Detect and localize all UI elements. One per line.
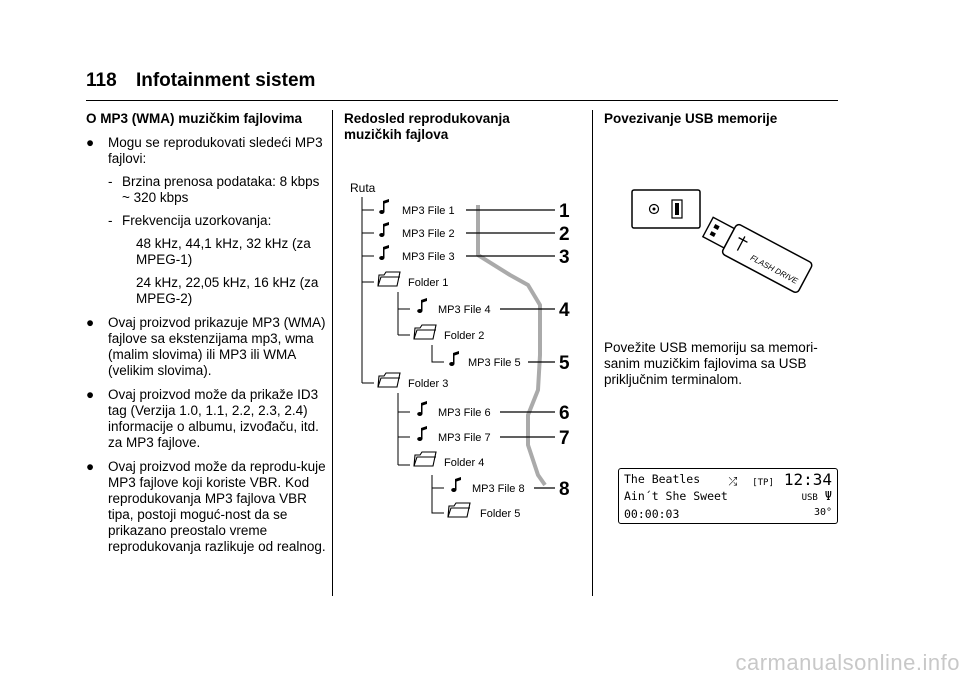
music-note-icon <box>379 222 389 237</box>
usb-section-heading: Povezivanje USB memorije <box>604 111 778 126</box>
column-divider <box>592 110 593 596</box>
outside-temperature: 30° <box>813 507 832 518</box>
tree-row-folder-4 <box>414 452 484 469</box>
display-row-song <box>624 489 832 503</box>
order-number: 7 <box>559 428 570 449</box>
sub-item <box>108 213 326 307</box>
order-number: 5 <box>559 353 570 374</box>
tree-row-folder-1 <box>378 272 448 289</box>
tree-row-folder-3 <box>378 373 448 390</box>
music-note-icon <box>379 199 389 214</box>
dash-mark: - <box>108 174 113 189</box>
order-number: 1 <box>559 201 570 222</box>
bullet-icon: ● <box>86 315 95 330</box>
order-number: 2 <box>559 224 570 245</box>
elapsed-time: 00:00:03 <box>624 507 680 521</box>
mp3-bullet-list <box>86 135 326 563</box>
usb-caption: Povežite USB memoriju sa memori-sanim muzičkim fajlovima sa USB priključnim terminalom. <box>604 340 818 387</box>
header-rule <box>86 100 838 101</box>
artist-name: The Beatles <box>624 472 701 486</box>
page-header <box>86 70 315 92</box>
usb-connection-illustration <box>628 182 828 302</box>
usb-source-label: USB <box>801 493 818 503</box>
clock: 12:34 <box>783 470 832 489</box>
tree-row-folder-5 <box>448 503 520 520</box>
tree-root-label: Ruta <box>350 181 376 195</box>
music-note-icon <box>451 477 461 492</box>
sub-item-text: Frekvencija uzorkovanja: <box>122 213 272 228</box>
bullet-text: Mogu se reprodukovati sledeći MP3 fajlovi: <box>108 135 323 166</box>
folder-icon <box>414 325 436 339</box>
order-number: 6 <box>559 403 570 424</box>
tree-row-file-3 <box>379 245 454 263</box>
tree-item-label: MP3 File 2 <box>402 228 455 240</box>
music-note-icon <box>379 245 389 260</box>
sub-item <box>108 174 326 206</box>
tp-indicator: [TP] <box>752 478 774 488</box>
usb-port-panel <box>632 190 700 228</box>
tree-item-label: MP3 File 8 <box>472 483 525 495</box>
file-tree-diagram <box>340 175 580 525</box>
bullet-icon: ● <box>86 387 95 402</box>
tree-row-file-1 <box>379 199 454 217</box>
music-note-icon <box>417 426 427 441</box>
folder-icon <box>378 272 400 286</box>
order-number: 8 <box>559 479 570 500</box>
page-title: Infotainment sistem <box>135 70 316 91</box>
order-number: 4 <box>559 300 570 321</box>
tree-item-label: Folder 2 <box>444 330 485 342</box>
flash-drive-label: FLASH DRIVE <box>748 253 800 286</box>
bullet-text: Ovaj proizvod može da reprodu-kuje MP3 fajlove koji koriste VBR. Kod reprodukovanja MP3 fajlova VBR tipa, postoji moguć-nost da se prikazano preostalo vreme reprodukovanja razlikuje od realnog. <box>108 459 326 554</box>
folder-icon <box>414 452 436 466</box>
display-row-artist <box>624 470 832 489</box>
music-note-icon <box>417 298 427 313</box>
dash-mark: - <box>108 213 113 228</box>
shuffle-icon: ⤮ <box>728 475 738 488</box>
song-title: Ain´t She Sweet <box>624 489 728 503</box>
page-number: 118 <box>86 70 117 91</box>
usb-symbol-icon: Ψ <box>824 489 832 503</box>
bullet-text: Ovaj proizvod prikazuje MP3 (WMA) fajlove sa ekstenzijama mp3, wma (malim slovima) ili MP3 ili WMA (velikim slovima). <box>108 315 326 378</box>
bullet-item <box>86 135 326 307</box>
column-divider <box>332 110 333 596</box>
tree-row-file-7 <box>417 426 490 444</box>
flash-drive-icon <box>700 212 813 294</box>
radio-display <box>618 468 838 524</box>
bullet-item <box>86 387 326 451</box>
tree-item-label: MP3 File 5 <box>468 357 521 369</box>
watermark-footer: carmanualsonline.info <box>735 650 960 675</box>
tree-row-folder-2 <box>414 325 484 342</box>
mp3-section-heading: O MP3 (WMA) muzičkim fajlovima <box>86 111 303 126</box>
playback-order-heading: Redosled reprodukovanja muzičkih fajlova <box>344 111 510 142</box>
tree-item-label: Folder 5 <box>480 508 521 520</box>
tree-row-file-4 <box>417 298 490 316</box>
tree-item-label: Folder 1 <box>408 277 449 289</box>
tree-item-label: MP3 File 6 <box>438 407 491 419</box>
music-note-icon <box>449 351 459 366</box>
tree-item-label: MP3 File 4 <box>438 304 491 316</box>
order-numbers <box>559 201 570 500</box>
folder-icon <box>448 503 470 517</box>
bullet-item <box>86 459 326 555</box>
sub-item-text: Brzina prenosa podataka: 8 kbps ~ 320 kbps <box>122 174 320 205</box>
music-note-icon <box>417 401 427 416</box>
bullet-text: Ovaj proizvod može da prikaže ID3 tag (Verzija 1.0, 1.1, 2.2, 2.3, 2.4) informacije o albumu, izvođaču, itd. za MP3 fajlove. <box>108 387 319 450</box>
tree-item-label: MP3 File 3 <box>402 251 455 263</box>
sampling-line: 24 kHz, 22,05 kHz, 16 kHz (za MPEG-2) <box>136 275 319 306</box>
tree-row-file-5 <box>449 351 520 369</box>
tree-item-label: MP3 File 1 <box>402 205 455 217</box>
bullet-item <box>86 315 326 379</box>
tree-row-file-6 <box>417 401 490 419</box>
bullet-icon: ● <box>86 459 95 474</box>
display-row-time <box>624 507 832 521</box>
tree-item-label: MP3 File 7 <box>438 432 491 444</box>
folder-icon <box>378 373 400 387</box>
order-number: 3 <box>559 247 570 268</box>
sampling-line: 48 kHz, 44,1 kHz, 32 kHz (za MPEG-1) <box>136 236 311 267</box>
bullet-icon: ● <box>86 135 95 150</box>
tree-row-file-8 <box>451 477 524 495</box>
tree-item-label: Folder 4 <box>444 457 485 469</box>
tree-item-label: Folder 3 <box>408 378 449 390</box>
tree-row-file-2 <box>379 222 454 240</box>
